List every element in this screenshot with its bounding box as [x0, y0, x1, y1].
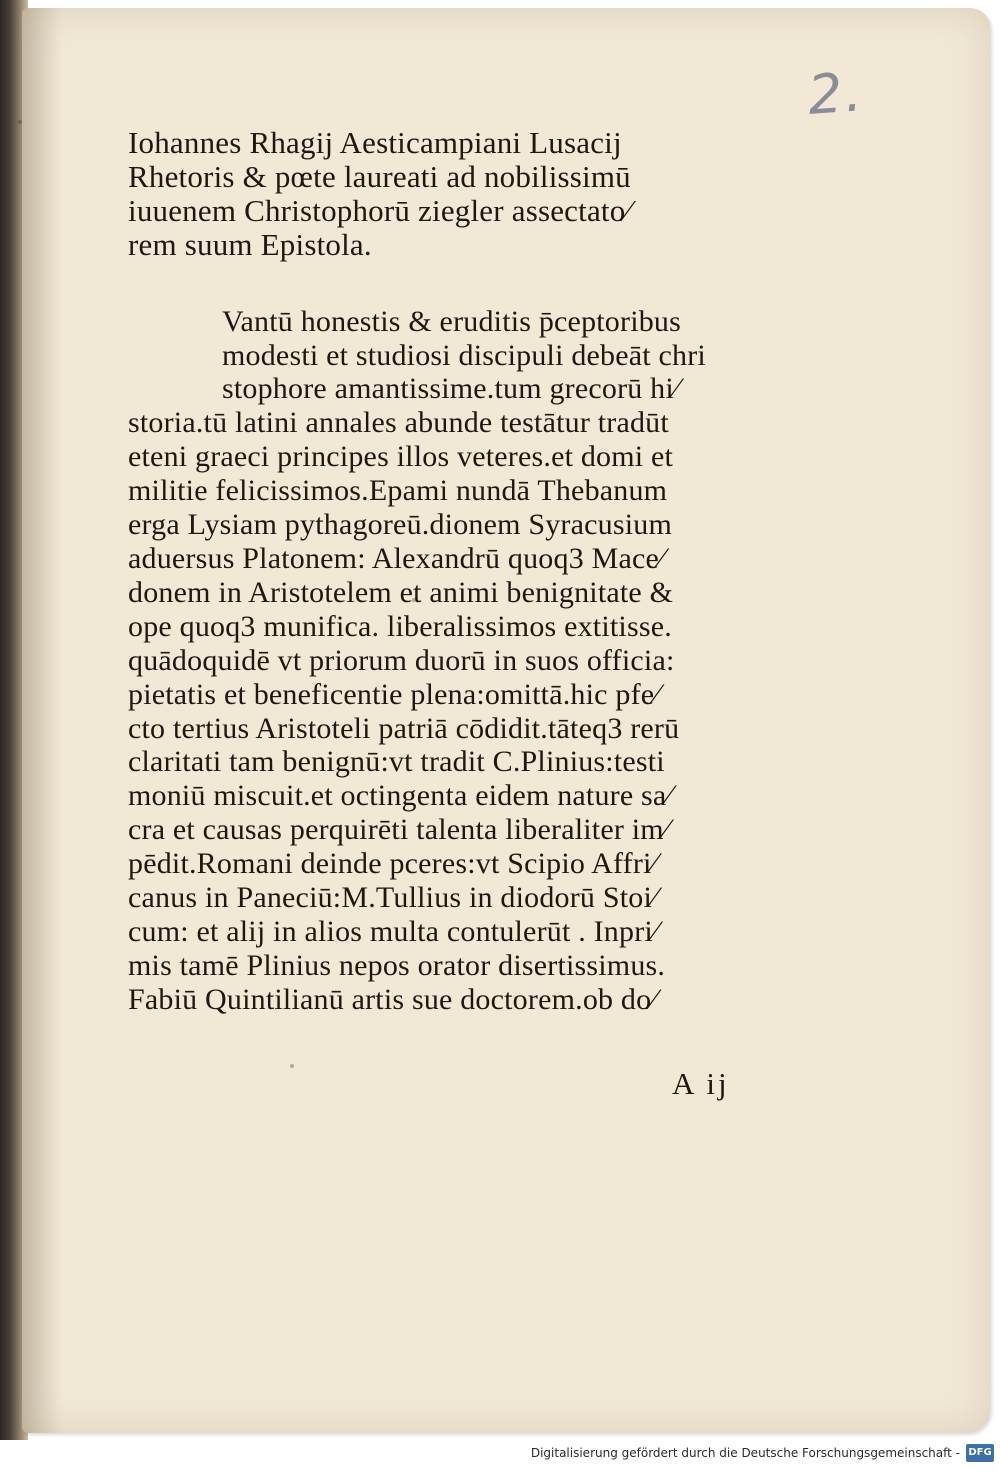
- signature-mark: A ij: [672, 1066, 730, 1101]
- body-line: eteni graeci principes illos veteres.et domi et: [128, 440, 674, 474]
- body-line: erga Lysiam pythagoreū.dionem Syracusium: [128, 508, 673, 542]
- body-line: mis tamē Plinius nepos orator disertissimus.: [128, 948, 666, 982]
- body-line: canus in Paneciū:M.Tullius in diodorū Stoi⁄: [128, 881, 658, 915]
- body-line: donem in Aristotelem et animi benignitate &: [128, 575, 674, 609]
- body-line: storia.tū latini annales abunde testātur tradūt: [128, 406, 669, 440]
- folio-number: 2.: [805, 60, 866, 127]
- epistle-heading: [128, 126, 808, 262]
- dfg-logo-icon: DFG: [966, 1444, 994, 1462]
- heading-line: iuuenem Christophorū ziegler assectato⁄: [128, 192, 631, 228]
- body-line: moniū miscuit.et octingenta eidem nature sa⁄: [128, 779, 672, 813]
- heading-line: rem suum Epistola.: [128, 226, 372, 262]
- body-line: cto tertius Aristoteli patriā cōdidit.tāteq3 rerū: [128, 711, 680, 745]
- text-block: [128, 126, 808, 1017]
- body-line: claritati tam benignū:vt tradit C.Plinius:testi: [128, 745, 665, 779]
- ink-spot: [290, 1064, 294, 1068]
- heading-line: Rhetoris & pœte laureati ad nobilissimū: [128, 158, 631, 194]
- body-line: modesti et studiosi discipuli debeāt chri: [222, 338, 706, 372]
- epistle-body: [128, 305, 808, 1017]
- body-line: pēdit.Romani deinde pceres:vt Scipio Affri⁄: [128, 847, 657, 881]
- body-line: stophore amantissime.tum grecorū hi⁄: [222, 372, 680, 406]
- funding-credit: Digitalisierung gefördert durch die Deutsche Forschungsgemeinschaft -: [530, 1446, 960, 1460]
- body-line: militie felicissimos.Epami nundā Thebanum: [128, 474, 668, 508]
- footer-bar: [0, 1440, 1000, 1471]
- body-line: aduersus Platonem: Alexandrū quoq3 Mace⁄: [128, 541, 665, 575]
- body-line: cum: et alij in alios multa contulerūt . Inpri⁄: [128, 914, 659, 948]
- body-line: Fabiū Quintilianū artis sue doctorem.ob do⁄: [128, 982, 657, 1016]
- body-line: ope quoq3 munifica. liberalissimos extitisse.: [128, 609, 672, 643]
- ink-spot: [18, 120, 22, 124]
- body-line: cra et causas perquirēti talenta liberaliter im⁄: [128, 813, 670, 847]
- heading-line: Iohannes Rhagij Aesticampiani Lusacij: [128, 125, 622, 160]
- body-line: quādoquidē vt priorum duorū in suos officia:: [128, 643, 675, 677]
- body-line: Vantū honestis & eruditis p̄ceptoribus: [222, 304, 682, 338]
- body-line: pietatis et beneficentie plena:omittā.hic pfe⁄: [128, 677, 660, 711]
